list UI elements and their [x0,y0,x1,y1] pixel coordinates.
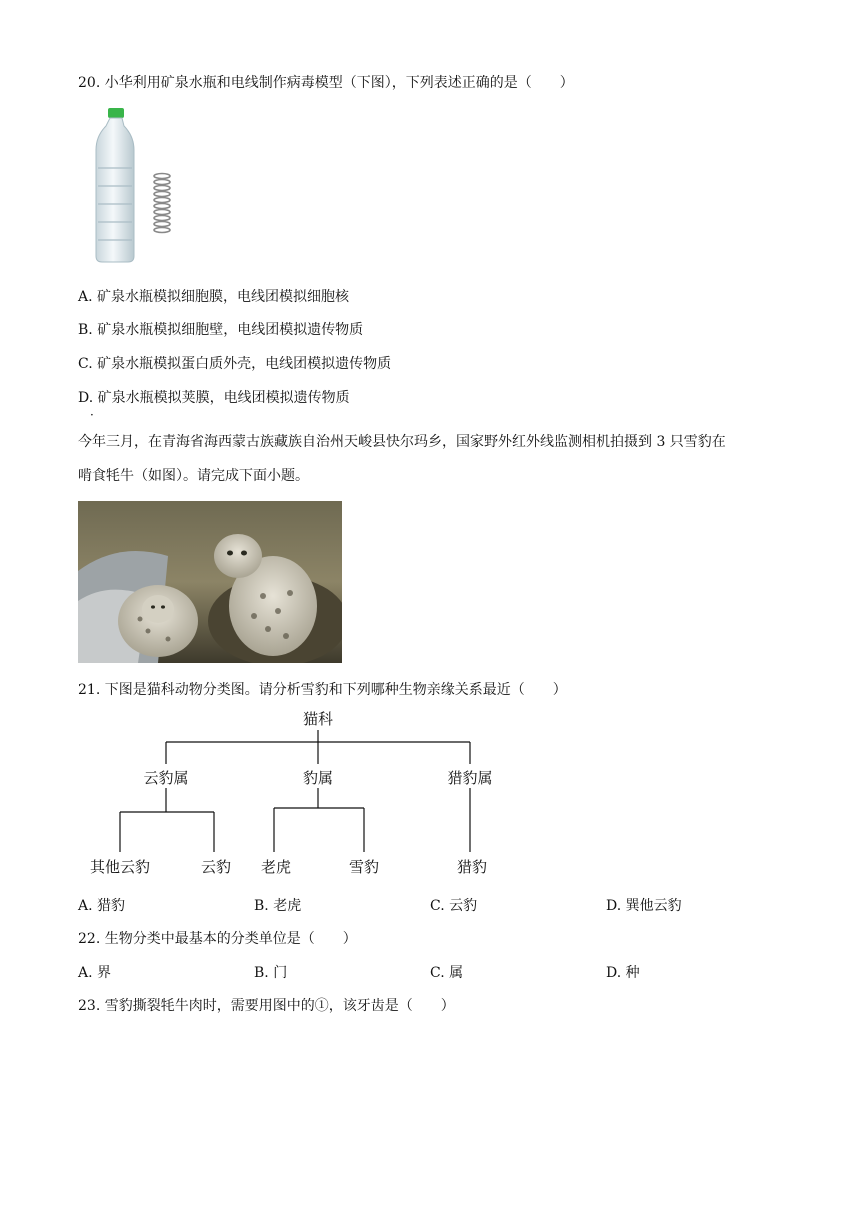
question-21-option-d: D. 巽他云豹 [606,898,682,914]
question-21-option-a: A. 猎豹 [78,898,126,914]
question-22-option-b: B. 门 [254,965,288,981]
question-20-option-b: B. 矿泉水瓶模拟细胞壁，电线团模拟遗传物质 [78,322,364,338]
question-23-stem: 23. 雪豹撕裂牦牛肉时，需要用图中的①，该牙齿是（ ） [78,998,455,1014]
question-21-stem: 21. 下图是猫科动物分类图。请分析雪豹和下列哪种生物亲缘关系最近（ ） [78,682,567,698]
tree-leaf-other-clouded-leopard: 其他云豹 [89,858,151,876]
stray-dot: · [90,408,94,422]
tree-leaf-snow-leopard: 雪豹 [348,858,380,876]
question-20-option-d: D. 矿泉水瓶模拟荚膜，电线团模拟遗传物质 [78,390,350,406]
wire-coil-icon [154,174,170,233]
tree-genus-acinonyx: 猎豹属 [447,769,493,787]
question-22-option-a: A. 界 [78,965,112,981]
question-22-option-d: D. 种 [606,965,640,981]
question-22-option-c: C. 属 [430,965,464,981]
question-20-option-c: C. 矿泉水瓶模拟蛋白质外壳，电线团模拟遗传物质 [78,356,392,372]
tree-genus-neofelis: 云豹属 [143,769,189,787]
question-21-option-c: C. 云豹 [430,898,478,914]
question-20-option-a: A. 矿泉水瓶模拟细胞膜，电线团模拟细胞核 [78,289,350,305]
water-bottle-and-coil-image [86,108,186,264]
question-21-option-b: B. 老虎 [254,898,302,914]
tree-leaf-tiger: 老虎 [260,858,292,876]
tree-root-felidae: 猫科 [302,710,334,728]
tree-genus-panthera: 豹属 [302,769,334,787]
felidae-classification-tree [78,708,508,880]
snow-leopard-photo [78,501,342,663]
passage-line-2: 啃食牦牛（如图）。请完成下面小题。 [78,468,309,484]
question-22-stem: 22. 生物分类中最基本的分类单位是（ ） [78,931,357,947]
tree-leaf-clouded-leopard: 云豹 [200,858,232,876]
passage-line-1: 今年三月，在青海省海西蒙古族藏族自治州天峻县快尔玛乡，国家野外红外线监测相机拍摄到 3 只雪豹在 [78,434,726,450]
tree-leaf-cheetah: 猎豹 [456,858,488,876]
question-20-stem: 20. 小华利用矿泉水瓶和电线制作病毒模型（下图），下列表述正确的是（ ） [78,75,574,91]
